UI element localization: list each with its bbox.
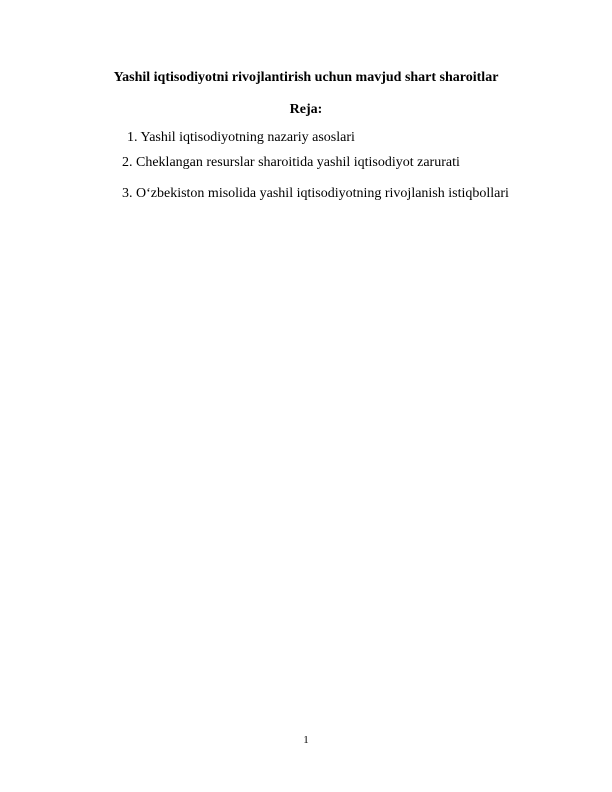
plan-item: 2. Cheklangan resurslar sharoitida yashil iqtisodiyot zarurati (122, 155, 460, 170)
plan-heading: Reja: (289, 102, 323, 117)
page-number: 1 (303, 734, 309, 746)
document-title: Yashil iqtisodiyotni rivojlantirish uchun mavjud shart sharoitlar (113, 70, 499, 85)
plan-item: 1. Yashil iqtisodiyotning nazariy asoslari (127, 130, 355, 145)
plan-item: 3. O‘zbekiston misolida yashil iqtisodiyotning rivojlanish istiqbollari (122, 186, 509, 201)
